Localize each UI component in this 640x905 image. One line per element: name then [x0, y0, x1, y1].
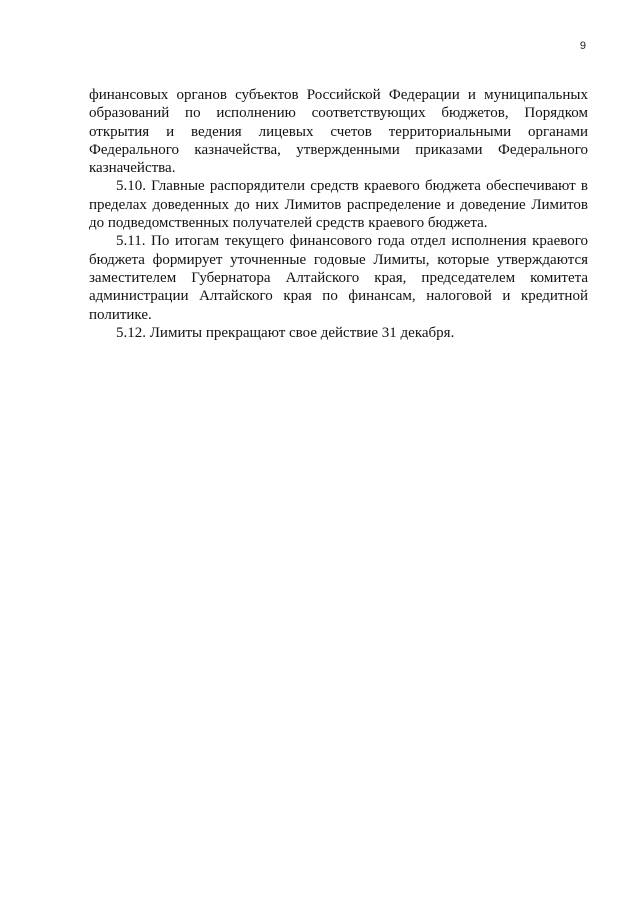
document-body	[89, 86, 588, 342]
page-number: 9	[579, 40, 586, 52]
paragraph-5-12: 5.12. Лимиты прекращают свое действие 31 декабря.	[116, 324, 455, 341]
paragraph-5-10: 5.10. Главные распорядители средств краевого бюджета обеспечивают в пределах доведенных до них Лимитов распределение и доведение Лимитов до подведомственных получателей средств краевого бюджета.	[89, 178, 588, 232]
paragraph-continuation: финансовых органов субъектов Российской Федерации и муниципальных образований по исполнению соответствующих бюджетов, Порядком открытия и ведения лицевых счетов территориальными органами Федерального казначейства, утвержденными приказами Федерального казначейства.	[89, 87, 588, 177]
paragraph-5-11: 5.11. По итогам текущего финансового года отдел исполнения краевого бюджета формирует уточненные годовые Лимиты, которые утверждаются заместителем Губернатора Алтайского края, председателем комитета администрации Алтайского края по финансам, налоговой и кредитной политике.	[89, 233, 588, 323]
